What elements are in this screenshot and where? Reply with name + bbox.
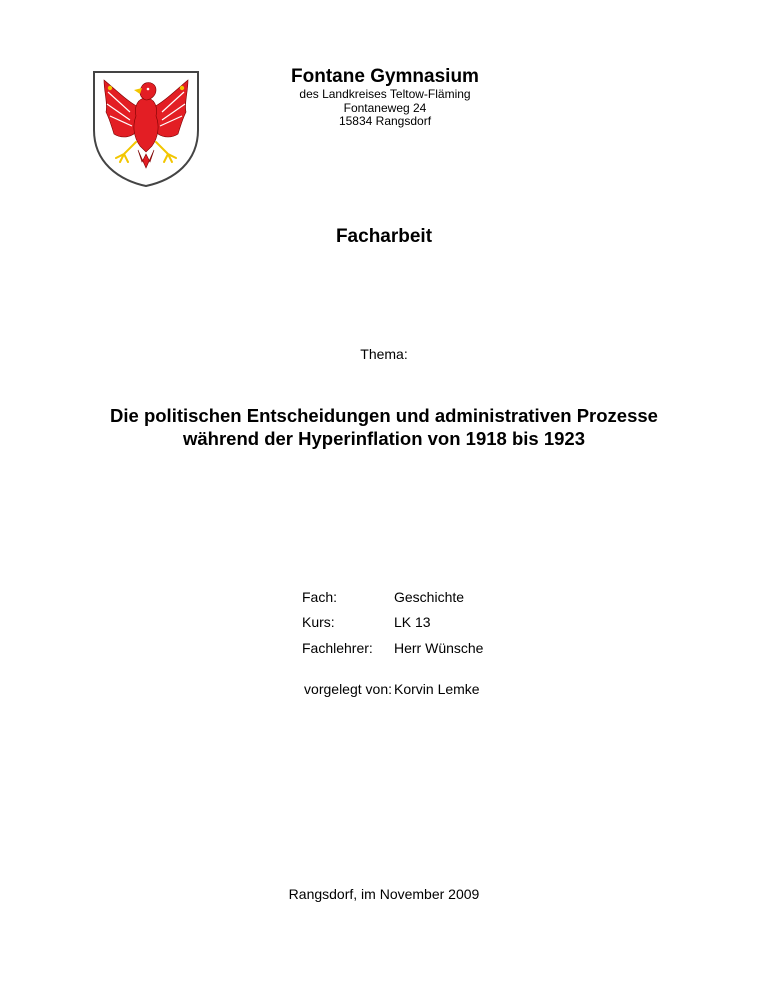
- detail-row-teacher: [302, 635, 483, 661]
- detail-label: Kurs:: [302, 614, 335, 631]
- document-title: [40, 404, 728, 450]
- brandenburg-eagle-crest-icon: [90, 68, 202, 188]
- detail-label: Fachlehrer:: [302, 639, 373, 656]
- detail-value: Herr Wünsche: [394, 639, 484, 656]
- detail-value: LK 13: [394, 614, 431, 631]
- title-line-1: Die politischen Entscheidungen und administrativen Prozesse: [110, 405, 658, 426]
- detail-row-subject: [302, 584, 483, 610]
- detail-value: Geschichte: [394, 588, 465, 605]
- school-district: des Landkreises Teltow-Fläming: [299, 87, 471, 101]
- topic-label: Thema:: [360, 346, 408, 362]
- place-date: Rangsdorf, im November 2009: [288, 886, 480, 902]
- document-type: Facharbeit: [335, 226, 433, 247]
- detail-label: Fach:: [302, 588, 338, 605]
- school-header: [240, 66, 530, 129]
- submitted-label: vorgelegt von:: [304, 681, 392, 697]
- details-table: [302, 584, 483, 661]
- school-street: Fontaneweg 24: [343, 100, 427, 115]
- school-name: Fontane Gymnasium: [291, 66, 479, 87]
- title-line-2: während der Hyperinflation von 1918 bis 1923: [183, 428, 585, 449]
- submitted-value: Korvin Lemke: [394, 681, 480, 697]
- school-city: 15834 Rangsdorf: [338, 114, 432, 128]
- detail-row-course: [302, 610, 483, 636]
